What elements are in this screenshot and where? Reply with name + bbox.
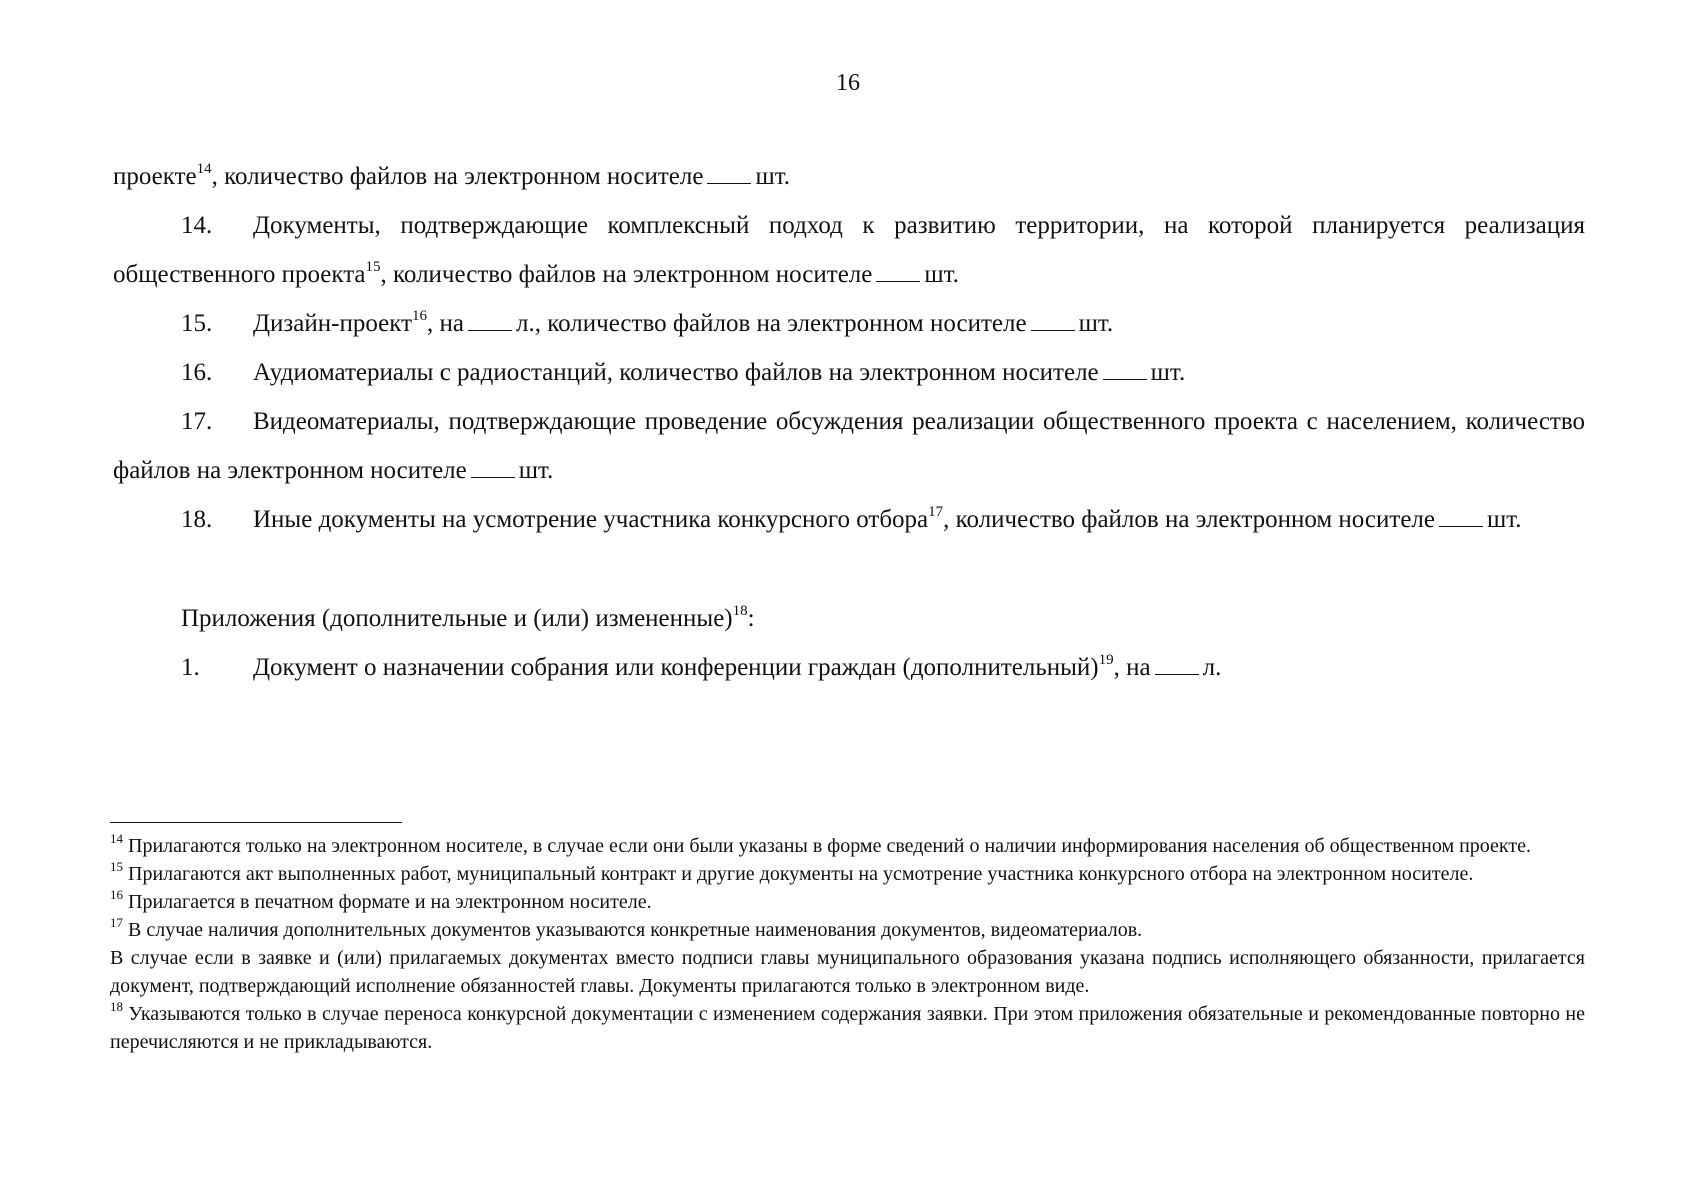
list-item-number: 14.: [181, 212, 213, 239]
footnote-17: [110, 916, 1585, 944]
footnote-ref-18: 18: [732, 602, 748, 619]
section-spacer: [113, 544, 1585, 594]
appendix-heading-text: Приложения (дополнительные и (или) измененные): [181, 605, 733, 632]
list-item-number: 16.: [181, 359, 213, 386]
footnote-marker: 15: [110, 859, 123, 875]
document-body: [113, 152, 1585, 692]
footnote-marker: 14: [110, 831, 123, 847]
unit-text: шт.: [1150, 359, 1186, 386]
list-item-text: Иные документы на усмотрение участника конкурсного отбора: [253, 506, 929, 533]
unit-text: шт.: [1078, 310, 1114, 337]
fill-blank: [876, 280, 920, 282]
list-item-14: [113, 201, 1585, 299]
list-item-text: Аудиоматериалы с радиостанций, количество файлов на электронном носителе: [253, 359, 1099, 386]
unit-text: л.: [1202, 654, 1222, 681]
page-number: 16: [836, 70, 860, 96]
footnote-marker: 16: [110, 887, 123, 903]
unit-text: шт.: [518, 457, 554, 484]
list-item-number: 1.: [181, 654, 200, 681]
footnote-marker: 17: [110, 915, 123, 931]
list-item-number: 18.: [181, 506, 213, 533]
list-item-text: Документ о назначении собрания или конференции граждан (дополнительный): [253, 654, 1099, 681]
footnote-text: Прилагаются акт выполненных работ, муниципальный контракт и другие документы на усмотрение участника конкурсного отбора на электронном носителе.: [123, 863, 1474, 885]
footnote-ref-19: 19: [1098, 651, 1114, 668]
footnote-text: В случае наличия дополнительных документов указываются конкретные наименования документов, видеоматериалов.: [123, 919, 1143, 941]
paragraph-text: проекте: [113, 163, 197, 190]
unit-text: шт.: [1487, 506, 1522, 533]
list-item-text: Дизайн-проект: [253, 310, 413, 337]
list-item-text: Видеоматериалы, подтверждающие проведение обсуждения реализации общественного проекта с населением, количество файлов на электронном носителе: [113, 408, 1585, 484]
fill-blank: [1155, 673, 1199, 675]
footnote-15: [110, 860, 1585, 888]
list-item-18: [113, 495, 1585, 544]
footnote-ref-16: 16: [412, 307, 428, 324]
footnote-text: Прилагаются только на электронном носителе, в случае если они были указаны в форме сведений о наличии информирования населения об общественном проекте.: [123, 835, 1531, 857]
appendix-heading-colon: :: [747, 605, 755, 632]
list-item-text: , на: [427, 310, 464, 337]
list-item-text: , количество файлов на электронном носителе: [943, 506, 1436, 533]
footnote-14: [110, 832, 1585, 860]
footnote-18: [110, 1000, 1585, 1056]
list-item-number: 17.: [181, 408, 213, 435]
list-item-number: 15.: [181, 310, 213, 337]
unit-text: шт.: [924, 261, 959, 288]
list-item-15: [113, 299, 1585, 348]
list-item-text: , количество файлов на электронном носителе: [380, 261, 873, 288]
footnotes-section: [110, 832, 1585, 1056]
fill-blank: [1439, 525, 1483, 527]
continued-paragraph: [113, 152, 1585, 201]
footnote-ref-17: 17: [928, 503, 944, 520]
footnote-16: [110, 888, 1585, 916]
footnote-text: В случае если в заявке и (или) прилагаемых документах вместо подписи главы муниципального образования указана подпись исполняющего обязанности, прилагается документ, подтверждающий исполнение обязанностей главы. Документы прилагаются только в электронном виде.: [110, 947, 1585, 997]
unit-text: шт.: [755, 163, 791, 190]
footnote-text: Указываются только в случае переноса конкурсной документации с изменением содержания заявки. При этом приложения обязательные и рекомендованные повторно не перечисляются и не прикладываются.: [110, 1003, 1585, 1053]
footnote-ref-14: 14: [196, 160, 212, 177]
list-item-text: л., количество файлов на электронном носителе: [516, 310, 1027, 337]
fill-blank: [468, 329, 512, 331]
list-item-17: [113, 397, 1585, 495]
appendix-heading: [113, 594, 1585, 643]
list-item-text: , на: [1113, 654, 1151, 681]
paragraph-text: , количество файлов на электронном носителе: [211, 163, 704, 190]
list-item-16: [113, 348, 1585, 397]
fill-blank: [1103, 378, 1147, 380]
fill-blank: [1031, 329, 1075, 331]
footnote-17-continuation: [110, 944, 1585, 1000]
appendix-item-1: [113, 643, 1585, 692]
fill-blank: [471, 476, 515, 478]
footnote-marker: 18: [110, 999, 123, 1015]
footnote-ref-15: 15: [365, 258, 381, 275]
footnote-text: Прилагается в печатном формате и на электронном носителе.: [123, 891, 652, 913]
fill-blank: [707, 182, 751, 184]
footnote-separator: [110, 822, 402, 823]
list-item-text: Документы, подтверждающие комплексный подход к развитию территории, на которой планируется реализация общественного проекта: [113, 212, 1585, 288]
